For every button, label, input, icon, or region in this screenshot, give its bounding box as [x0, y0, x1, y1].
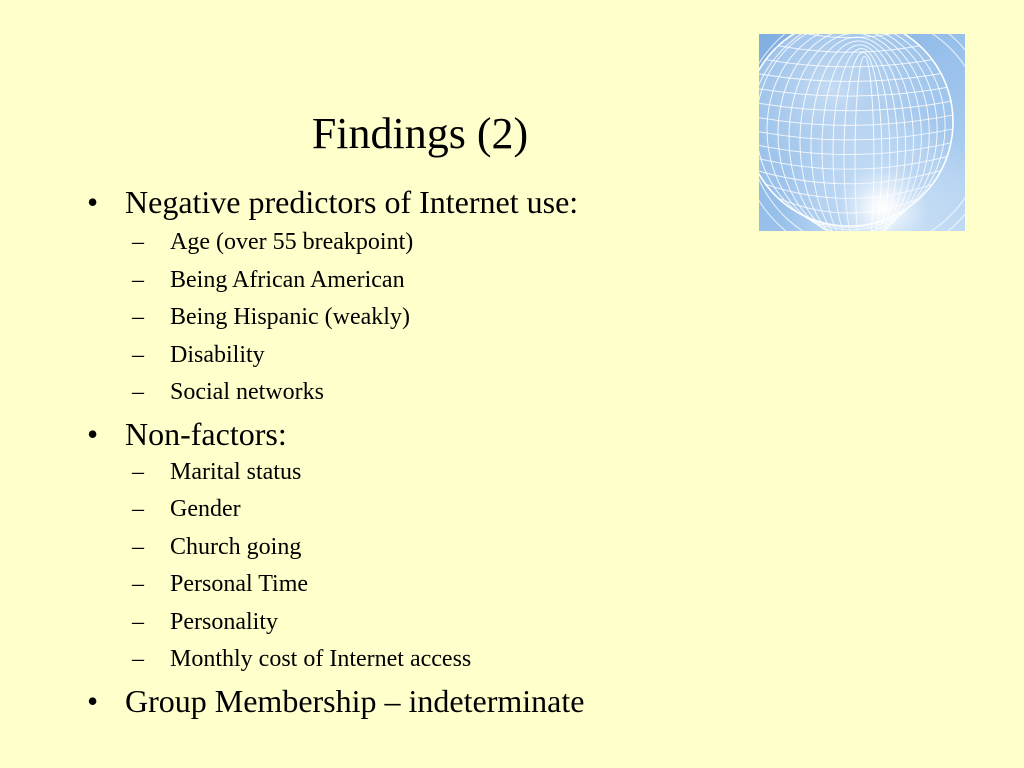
sub-item	[130, 337, 584, 375]
sub-marker: –	[132, 341, 144, 368]
sub-marker: –	[132, 646, 144, 672]
bullet-marker: •	[87, 415, 99, 452]
sub-marker: –	[132, 229, 144, 255]
sub-marker: –	[132, 266, 144, 293]
sub-item	[130, 374, 584, 412]
sub-marker: –	[132, 458, 144, 485]
sub-item	[130, 454, 584, 492]
sub-item-text: Personality	[170, 608, 278, 635]
sub-item	[130, 491, 584, 529]
bullet-item-non-factors	[84, 414, 584, 679]
bullet-marker: •	[87, 184, 99, 220]
sub-item	[130, 566, 584, 604]
sub-item	[130, 262, 584, 300]
sub-item	[130, 604, 584, 642]
bullet-marker: •	[87, 682, 99, 719]
sub-marker: –	[132, 496, 144, 522]
bullet-text: Negative predictors of Internet use:	[125, 184, 579, 220]
sub-item	[130, 299, 584, 337]
bullet-item-group-membership	[84, 681, 584, 721]
sub-item-text: Personal Time	[170, 571, 309, 597]
sub-list	[84, 454, 584, 679]
sub-item-text: Being African American	[170, 266, 405, 293]
sub-item	[130, 641, 584, 679]
sub-item-text: Disability	[170, 341, 265, 368]
sub-list	[84, 224, 584, 412]
sub-item-text: Social networks	[170, 379, 324, 405]
sub-marker: –	[132, 379, 144, 405]
slide-title: Findings (2)	[311, 109, 529, 158]
bullet-text: Group Membership – indeterminate	[125, 682, 585, 719]
sub-item-text: Gender	[170, 496, 241, 522]
sub-item-text: Being Hispanic (weakly)	[170, 304, 410, 330]
sub-item-text: Marital status	[170, 458, 302, 485]
sub-marker: –	[132, 533, 144, 560]
sub-item-text: Age (over 55 breakpoint)	[170, 229, 414, 255]
sub-marker: –	[132, 608, 144, 635]
sub-marker: –	[132, 571, 144, 597]
bullet-list	[84, 182, 584, 721]
sub-item	[130, 529, 584, 567]
sub-item-text: Church going	[170, 533, 302, 560]
sub-item-text: Monthly cost of Internet access	[170, 646, 472, 672]
sub-item	[130, 224, 584, 262]
bullet-item-negative-predictors	[84, 182, 584, 412]
bullet-text: Non-factors:	[125, 415, 287, 452]
sub-marker: –	[132, 304, 144, 330]
